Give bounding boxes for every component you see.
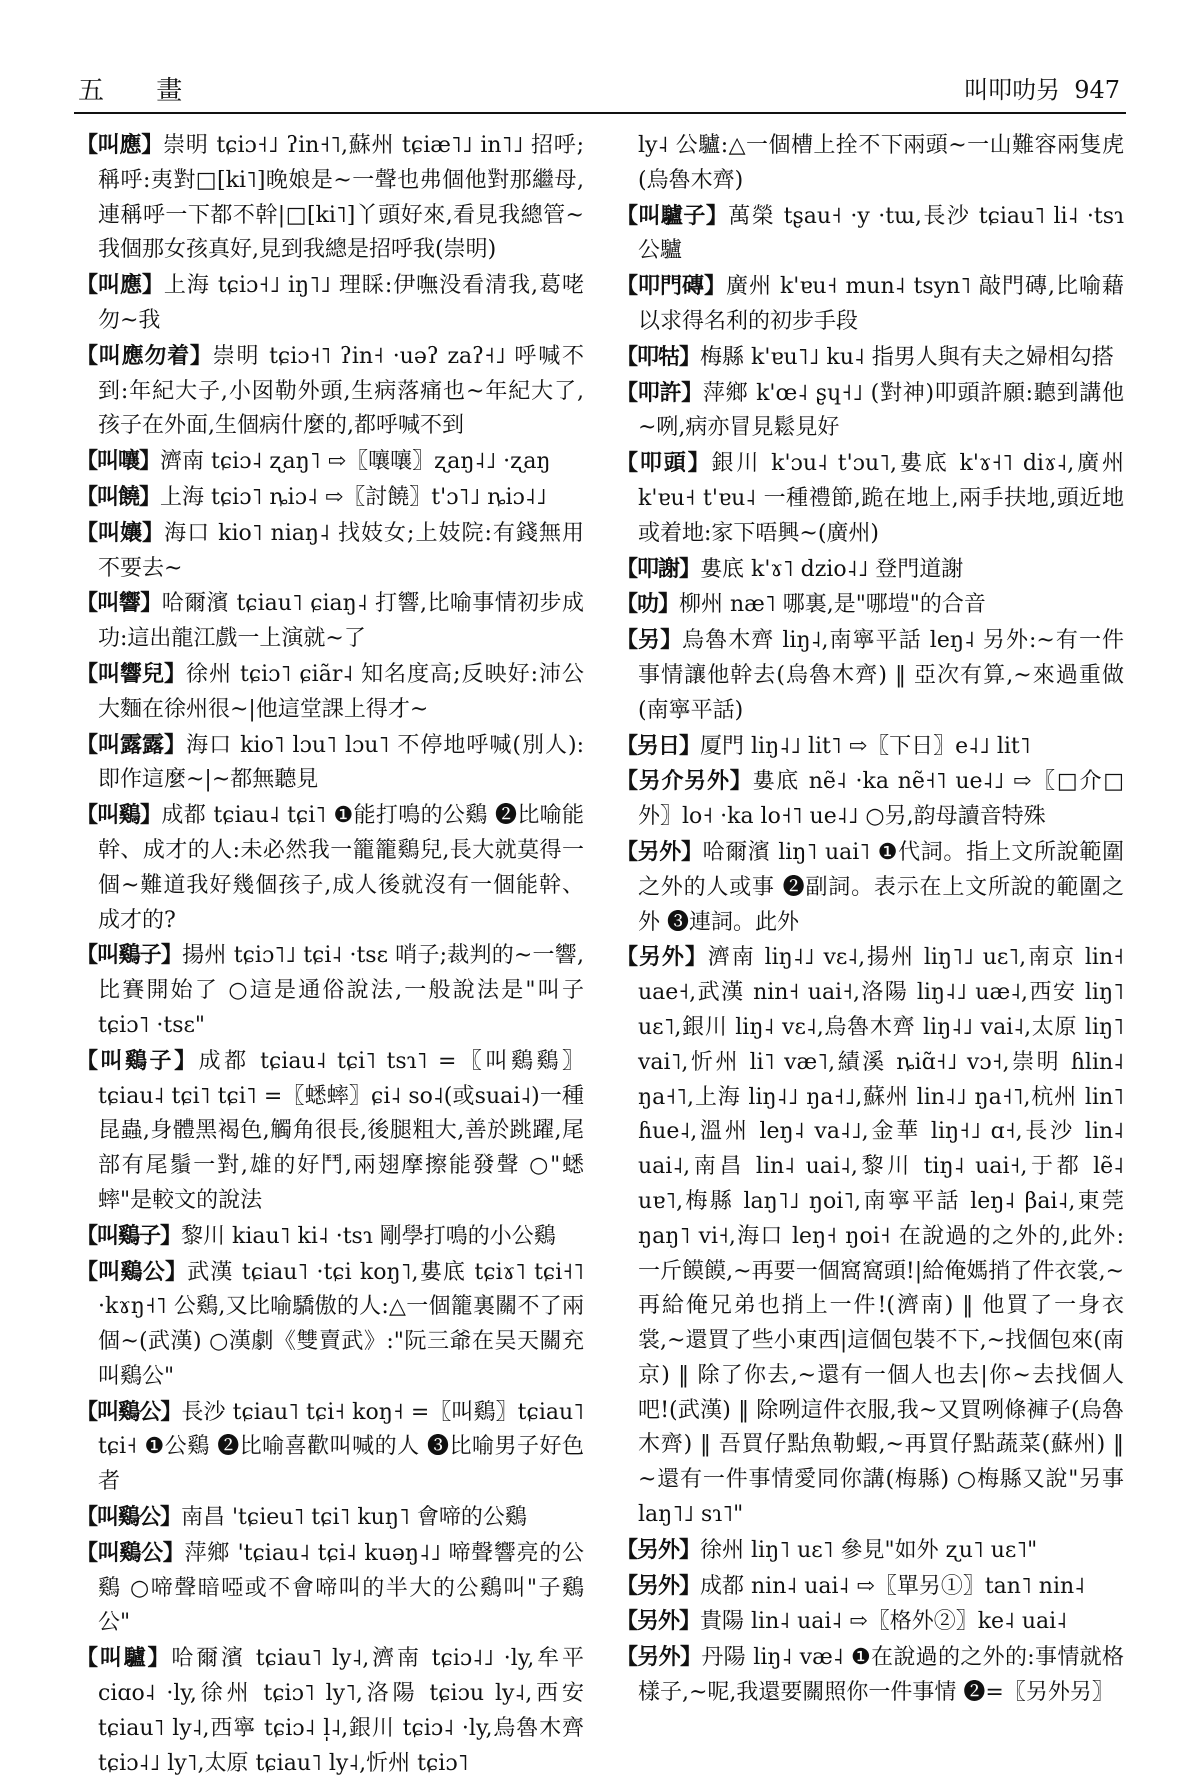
headword: 【叫鷄公】 (76, 1539, 185, 1566)
entry-text: 上海 tɕiɔ˥ ȵiɔ˨ ⇨〖討饒〗t'ɔ˥˩ ȵiɔ˨˩ (160, 484, 547, 510)
dictionary-entry (616, 764, 1124, 835)
headword: 【叫響兒】 (76, 660, 186, 687)
headword: 【叫鷄子】 (76, 1047, 199, 1074)
dictionary-entry (616, 446, 1124, 551)
headword: 【叩許】 (616, 379, 703, 406)
dictionary-entry (76, 1500, 584, 1536)
right-column (616, 128, 1124, 1711)
dictionary-entry (76, 339, 584, 444)
headword: 【叩門磚】 (616, 273, 726, 300)
entry-text: 哈爾濱 liŋ˥ uai˥ ❶代詞。指上文所說範圍之外的人或事 ❷副詞。表示在上文所說的範圍之外 ❸連詞。此外 (638, 839, 1124, 935)
dictionary-entry (76, 1395, 584, 1500)
headword: 【叫露露】 (76, 731, 187, 758)
entry-text: 萬榮 tʂau˧ ·y ·tɯ,長沙 tɕiau˥ li˨ ·tsɿ 公驢 (638, 203, 1124, 264)
headword: 【叫嚷】 (76, 448, 161, 475)
headword: 【叫應勿着】 (76, 342, 213, 369)
dictionary-entry (76, 1044, 584, 1219)
headword: 【叫驢】 (76, 1645, 172, 1672)
headword: 【另外】 (616, 1644, 702, 1671)
headword: 【叫鷄公】 (76, 1258, 188, 1285)
headword: 【另介另外】 (616, 768, 753, 795)
headword: 【叻】 (616, 591, 680, 618)
section-title: 五 畫 (78, 76, 205, 106)
dictionary-entry (76, 1536, 584, 1641)
entry-text: 崇明 tɕiɔ˧˥ ʔin˧ ·uəʔ zaʔ˧˩ 呼喊不到:年紀大子,小囡勒外頭,生病落痛也~年紀大了,孩子在外面,生個病什麼的,都呼喊不到 (98, 343, 584, 439)
headword: 【另外】 (616, 1608, 701, 1635)
dictionary-entry (76, 1641, 584, 1781)
dictionary-entry (616, 199, 1124, 270)
dictionary-entry (76, 444, 584, 480)
entry-text: 上海 tɕiɔ˧˩ iŋ˥˩ 理睬:伊嘸没看清我,葛咾勿~我 (98, 273, 584, 333)
entry-text: 徐州 tɕiɔ˥ ɕiãr˨ 知名度高;反映好:沛公大麵在徐州很~|他這堂課上得才~ (98, 661, 584, 722)
headword: 【叫應】 (76, 132, 164, 158)
headword: 【叫孃】 (76, 519, 165, 546)
entry-text: 梅縣 k'ɐu˥˩ ku˨ 指男人與有夫之婦相勾搭 (700, 344, 1114, 370)
entry-text: 成都 tɕiau˨ tɕi˥ tsɿ˥ =〖叫鷄鷄〗tɕiau˨ tɕi˥ tɕi˥ =〖蟋蟀〗ɕi˨ so˨(或suai˨)一種昆蟲,身體黑褐色,觸角很長,後腿粗大,善於跳躍,尾部有尾鬚一對,雄的好鬥,兩翅摩擦能發聲 ○"蟋蟀"是較文的說法 (98, 1048, 584, 1213)
headword: 【另外】 (616, 944, 708, 971)
guide-characters: 叫叩叻另 (964, 76, 1061, 104)
headword: 【叫驢子】 (616, 202, 729, 229)
dictionary-entry (616, 376, 1124, 447)
dictionary-entry (616, 835, 1124, 940)
entry-text: 萍鄉 'tɕiau˨ tɕi˨ kuəŋ˨˩ 啼聲響亮的公鷄 ○啼聲暗啞或不會啼叫的半大的公鷄叫"子鷄公" (98, 1540, 584, 1636)
entry-text: 徐州 liŋ˥ uɛ˥ 參見"如外 ʐu˥ uɛ˥" (700, 1537, 1038, 1563)
dictionary-entry (76, 480, 584, 516)
entry-text: 武漢 tɕiau˥ ·tɕi koŋ˥,婁底 tɕiɤ˥ tɕi˧˥ ·kɤŋ˧˥ 公鷄,又比喻驕傲的人:△一個籠裏關不了兩個~(武漢) ○漢劇《雙賣武》:"阮三爺在吴天關充叫鷄公" (98, 1259, 584, 1389)
headword: 【另外】 (616, 1536, 701, 1563)
dictionary-entry (76, 657, 584, 728)
headword: 【叩謝】 (616, 555, 701, 582)
dictionary-entry (616, 552, 1124, 588)
entry-text: ly˨ 公驢:△一個槽上拴不下兩頭~一山難容兩隻虎(烏魯木齊) (638, 133, 1124, 193)
entry-text: 濟南 liŋ˨˩ vɛ˨,揚州 liŋ˥˩ uɛ˥,南京 lin˧ uae˧,武漢 nin˧ uai˧,洛陽 liŋ˨˩ uæ˨,西安 liŋ˥ uɛ˥,銀川 liŋ˨ vɛ˨,烏魯木齊 liŋ˨˩ vai˨,太原 liŋ˥ vai˥,忻州 li˥ væ˥,績溪 ȵiɑ̃˧˩ vɔ˧,崇明 ɦlin˨ ŋa˧˥,上海 liŋ˨˩ ŋa˧˩,蘇州 lin˨˩ ŋa˧˥,杭州 lin˥ ɦue˨,溫州 leŋ˨ va˨˩,金華 liŋ˧˩ ɑ˧,長沙 lin˨ uai˨,南昌 lin˨ uai˨,黎川 tiŋ˨ uai˧,于都 lẽ˨ uɐ˥,梅縣 laŋ˥˩ ŋoi˥,南寧平話 leŋ˨ βai˨,東莞 ŋaŋ˥ vi˧,海口 leŋ˧ ŋoi˧ 在說過的之外的,此外:一斤饃饃,~再要一個窩窩頭!|給俺媽捎了件衣裳,~再給俺兄弟也捎上一件!(濟南) ‖ 他買了一身衣裳,~還買了些小東西|這個包裝不下,~找個包來(南京) ‖ 除了你去,~還有一個人也去|你~去找個人吧!(武漢) ‖ 除咧這件衣服,我~又買咧條褲子(烏魯木齊) ‖ 吾買仔點魚勒蝦,~再買仔點蔬菜(蘇州) ‖ ~還有一件事情愛同你講(梅縣) ○梅縣又說"另事 laŋ˥˩ sɿ˥" (638, 945, 1124, 1528)
dictionary-entry (616, 1533, 1124, 1569)
page-header (74, 60, 1126, 114)
entry-text: 濟南 tɕiɔ˨ ʐaŋ˥ ⇨〖嚷嚷〗ʐaŋ˨˩ ·ʐaŋ (160, 449, 551, 475)
dictionary-entry (616, 623, 1124, 728)
headword: 【另外】 (616, 838, 703, 865)
entry-text: 貴陽 lin˨ uai˨ ⇨〖格外②〗ke˨ uai˨ (700, 1609, 1068, 1635)
headword: 【另外】 (616, 1572, 701, 1599)
dictionary-entry (616, 1604, 1124, 1640)
dictionary-entry (76, 1255, 584, 1395)
entry-text: 黎川 kiau˥ ki˨ ·tsɿ 剛學打鳴的小公鷄 (181, 1223, 556, 1249)
headword: 【叫鷄】 (76, 802, 162, 829)
dictionary-entry (76, 268, 584, 339)
headword: 【叫鷄子】 (76, 942, 183, 969)
dictionary-entry (76, 1219, 584, 1255)
entry-text: 哈爾濱 tɕiau˥ ly˨,濟南 tɕiɔ˨˩ ·ly,牟平 ciɑo˨ ·ly,徐州 tɕiɔ˥ ly˥,洛陽 tɕiɔu ly˨,西安 tɕiau˥ ly˨,西寧 tɕiɔ˨ l̩˨,銀川 tɕiɔ˨ ·ly,烏魯木齊 tɕiɔ˨˩ ly˥,太原 tɕiau˥ ly˨,忻州 tɕiɔ˥ (98, 1646, 584, 1776)
dictionary-entry (616, 587, 1124, 623)
headword: 【叫鷄子】 (76, 1222, 182, 1249)
headword: 【叫饒】 (76, 483, 161, 510)
entry-text: 柳州 næ˥ 哪裏,是"哪塏"的合音 (679, 592, 986, 618)
entry-text: 成都 nin˨ uai˨ ⇨〖單另①〗tan˥ nin˨ (700, 1573, 1086, 1599)
dictionary-entry (616, 1569, 1124, 1605)
entry-text: 哈爾濱 tɕiau˥ ɕiaŋ˨ 打響,比喻事情初步成功:這出龍江戲一上演就~了 (98, 591, 584, 652)
headword: 【叫響】 (76, 590, 162, 617)
headword: 【叩牯】 (616, 343, 701, 370)
entry-text: 成都 tɕiau˨ tɕi˥ ❶能打鳴的公鷄 ❷比喻能幹、成才的人:未必然我一籠籠鷄兒,長大就莫得一個~難道我好幾個孩子,成人後就沒有一個能幹、成才的? (98, 803, 584, 933)
entry-text: 海口 kio˥ niaŋ˨ 找妓女;上妓院:有錢無用不要去~ (98, 520, 584, 581)
entry-text: 廣州 k'ɐu˧ mun˨ tsyn˥ 敲門磚,比喻藉以求得名利的初步手段 (638, 274, 1124, 334)
dictionary-entry (76, 128, 584, 268)
dictionary-entry (76, 938, 584, 1043)
entry-text: 烏魯木齊 liŋ˨,南寧平話 leŋ˨ 另外:~有一件事情讓他幹去(烏魯木齊) ‖ 亞次有算,~來過重做(南寧平話) (638, 628, 1124, 723)
headword: 【另】 (616, 627, 683, 654)
entry-text: 揚州 tɕiɔ˥˩ tɕi˨ ·tsɛ 哨子;裁判的~一響,比賽開始了 ○這是通俗說法,一般說法是"叫子 tɕiɔ˥ ·tsɛ" (98, 943, 584, 1038)
entry-text: 崇明 tɕiɔ˧˩ ʔin˧˥,蘇州 tɕiæ˥˩ in˥˩ 招呼;稱呼:夷對□[ki˥]晚娘是~一聲也弗個他對那繼母,連稱呼一下都不幹|□[ki˥]丫頭好來,看見我總管~我個那女孩真好,見到我總是招呼我(崇明) (98, 133, 584, 263)
dictionary-entry (616, 729, 1124, 765)
left-column (76, 128, 584, 1781)
entry-text: 南昌 'tɕieu˥ tɕi˥ kuŋ˥ 會啼的公鷄 (181, 1505, 527, 1531)
headword: 【另日】 (616, 732, 701, 759)
entry-text: 婁底 k'ɤ˥ dzio˨˩ 登門道謝 (700, 556, 964, 582)
dictionary-entry (76, 586, 584, 657)
dictionary-entry (76, 798, 584, 938)
headword: 【叫鷄公】 (76, 1504, 182, 1531)
headword: 【叩頭】 (616, 450, 712, 477)
entry-text: 長沙 tɕiau˥ tɕi˧ koŋ˧ =〖叫鷄〗tɕiau˥ tɕi˧ ❶公鷄 ❷比喻喜歡叫喊的人 ❸比喻男子好色者 (98, 1399, 584, 1495)
dictionary-entry-continued (616, 128, 1124, 199)
dictionary-entry (76, 728, 584, 799)
dictionary-entry (616, 1640, 1124, 1711)
dictionary-entry (616, 940, 1124, 1533)
entry-text: 萍鄉 k'œ˨ ʂɥ˧˩ (對神)叩頭許願:聽到講他~咧,病亦冒見鬆見好 (638, 380, 1124, 441)
entry-text: 海口 kio˥ lɔu˥ lɔu˥ 不停地呼喊(別人):即作這麼~|~都無聽見 (98, 732, 584, 793)
page-locator (964, 70, 1120, 105)
dictionary-entry (616, 340, 1124, 376)
entry-text: 婁底 nẽ˨ ·ka nẽ˧˥ ue˨˩ ⇨〖□介□外〗lo˧ ·ka lo˧˥ ue˨˩ ○另,韵母讀音特殊 (638, 769, 1124, 830)
headword: 【叫應】 (76, 272, 164, 299)
entry-text: 銀川 k'ɔu˨ t'ɔu˥,婁底 k'ɤ˧˥ diɤ˨,廣州 k'ɐu˧ t'ɐu˨ 一種禮節,跪在地上,兩手扶地,頭近地或着地:家下唔興~(廣州) (638, 451, 1124, 546)
page-number: 947 (1074, 76, 1120, 104)
entry-text: 厦門 liŋ˨˩ lit˥ ⇨〖下日〗e˨˩ lit˥ (700, 733, 1031, 759)
dictionary-entry (76, 516, 584, 587)
headword: 【叫鷄公】 (76, 1398, 182, 1425)
entry-text: 丹陽 liŋ˨ væ˨ ❶在說過的之外的:事情就格樣子,~呢,我還要關照你一件事情 ❷=〖另外另〗 (638, 1645, 1124, 1706)
dictionary-entry (616, 269, 1124, 340)
